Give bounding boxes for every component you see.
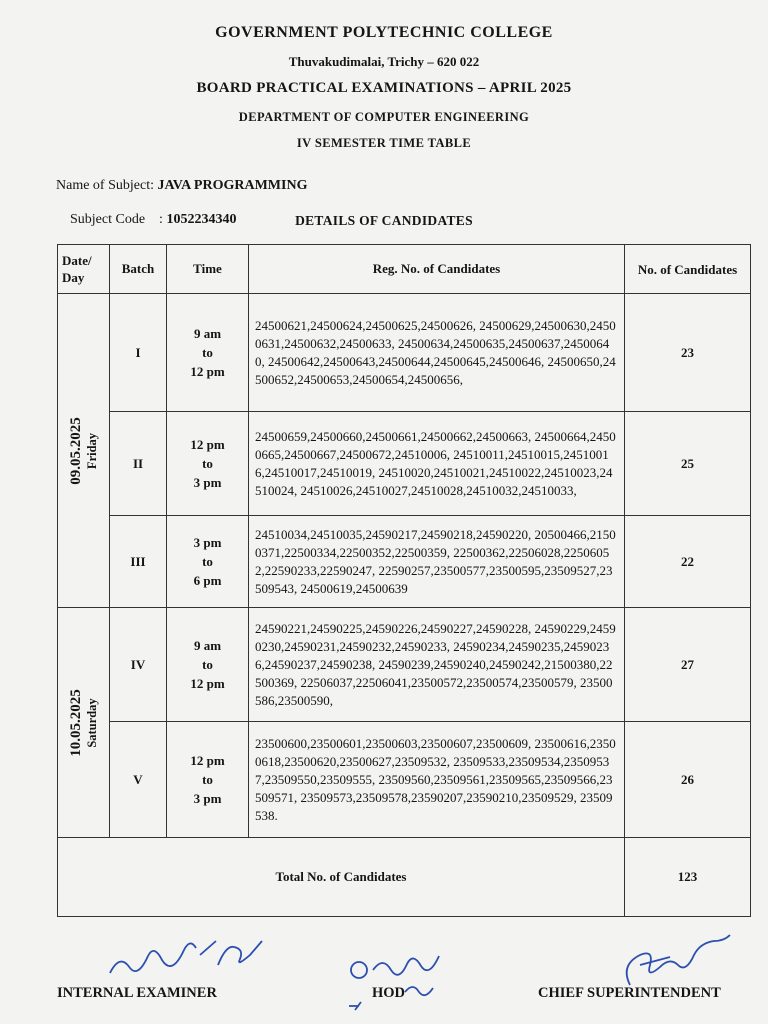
internal-examiner-signature (100, 925, 270, 985)
table-header-row (58, 245, 751, 294)
total-row (58, 838, 751, 917)
table-row (58, 412, 751, 516)
time-until: 12 pm (190, 676, 225, 691)
reg-numbers-cell: 24510034,24510035,24590217,24590218,24590220, 20500466,21500371,22500334,22500352,22500359, 22500362,22506028,22506052,22590233,22590247, 22590257,23500577,23500595,23509527,23509543, 24500619,24500639 (249, 516, 625, 608)
batch-cell: IV (110, 608, 167, 722)
subject-name-label: Name of Subject: (56, 178, 158, 193)
total-value: 123 (625, 838, 751, 917)
total-label: Total No. of Candidates (58, 838, 625, 917)
time-from: 12 pm (190, 753, 225, 768)
time-until: 3 pm (193, 791, 222, 806)
time-to-word: to (202, 456, 213, 471)
header-reg-no: Reg. No. of Candidates (249, 245, 625, 294)
count-cell: 26 (625, 722, 751, 838)
subject-name: JAVA PROGRAMMING (157, 178, 308, 193)
date-label-day1 (68, 417, 100, 485)
header-date-day: Date/ Day (58, 245, 110, 294)
subject-code-label: Subject Code : (70, 212, 167, 227)
date-value: 09.05.2025 (67, 416, 84, 485)
count-cell: 27 (625, 608, 751, 722)
time-to-word: to (202, 554, 213, 569)
table-row (58, 722, 751, 838)
time-cell (167, 294, 249, 412)
count-cell: 22 (625, 516, 751, 608)
date-cell-day1 (58, 294, 110, 608)
college-address: Thuvakudimalai, Trichy – 620 022 (288, 54, 480, 69)
date-cell-day2 (58, 608, 110, 838)
exam-title: BOARD PRACTICAL EXAMINATIONS – APRIL 2025 (196, 80, 572, 96)
time-from: 3 pm (193, 535, 222, 550)
batch-cell: V (110, 722, 167, 838)
candidates-table (57, 244, 751, 917)
internal-examiner-label: INTERNAL EXAMINER (57, 985, 217, 1001)
hod-signature (345, 940, 475, 1020)
header-batch: Batch (110, 245, 167, 294)
weekday-value: Saturday (84, 697, 99, 748)
reg-numbers-cell: 24590221,24590225,24590226,24590227,24590228, 24590229,24590230,24590231,24590232,24590233, 24590234,24590235,24590236,24590237,24590238, 24590239,24590240,24590242,21500380,22500369, 22506037,22506041,23500572,23500574,23500579, 23500586,23500590, (249, 608, 625, 722)
time-until: 3 pm (193, 475, 222, 490)
table-row (58, 294, 751, 412)
header-time: Time (167, 245, 249, 294)
time-cell (167, 516, 249, 608)
college-name: GOVERNMENT POLYTECHNIC COLLEGE (215, 24, 553, 41)
batch-cell: I (110, 294, 167, 412)
time-to-word: to (202, 345, 213, 360)
table-row (58, 608, 751, 722)
subject-code: 1052234340 (166, 212, 237, 227)
batch-cell: III (110, 516, 167, 608)
reg-numbers-cell: 24500659,24500660,24500661,24500662,24500663, 24500664,24500665,24500667,24500672,24510006, 24510011,24510015,24510016,24510017,24510019, 24510020,24510021,24510022,24510023,24510024, 24510026,24510027,24510028,24510032,24510033, (249, 412, 625, 516)
time-cell (167, 722, 249, 838)
reg-numbers-cell: 23500600,23500601,23500603,23500607,23500609, 23500616,23500618,23500620,23500627,23509532, 23509533,23509534,23509537,23509550,23509555, 23509560,23509561,23509565,23509566,23509571, 23509573,23509578,23590207,23590210,23509529, 23509538. (249, 722, 625, 838)
table-row (58, 516, 751, 608)
header-count: No. of Candidates (625, 245, 751, 294)
details-title: DETAILS OF CANDIDATES (295, 213, 473, 228)
subject-name-line (56, 178, 307, 194)
batch-cell: II (110, 412, 167, 516)
semester-title: IV SEMESTER TIME TABLE (296, 136, 472, 150)
time-cell (167, 608, 249, 722)
department-name: DEPARTMENT OF COMPUTER ENGINEERING (238, 110, 530, 124)
date-label-day2 (68, 689, 100, 757)
date-value: 10.05.2025 (67, 688, 84, 757)
time-until: 12 pm (190, 364, 225, 379)
reg-numbers-cell: 24500621,24500624,24500625,24500626, 24500629,24500630,24500631,24500632,24500633, 24500634,24500635,24500637,24500640, 24500642,24500643,24500644,24500645,24500646, 24500650,24500652,24500653,24500654,24500656, (249, 294, 625, 412)
time-from: 9 am (193, 638, 222, 653)
chief-superintendent-label: CHIEF SUPERINTENDENT (538, 985, 721, 1001)
weekday-value: Friday (84, 432, 99, 469)
time-cell (167, 412, 249, 516)
count-cell: 25 (625, 412, 751, 516)
count-cell: 23 (625, 294, 751, 412)
time-from: 9 am (193, 326, 222, 341)
hod-label: HOD (372, 985, 406, 1001)
time-to-word: to (202, 657, 213, 672)
time-to-word: to (202, 772, 213, 787)
time-from: 12 pm (190, 437, 225, 452)
time-until: 6 pm (193, 573, 222, 588)
